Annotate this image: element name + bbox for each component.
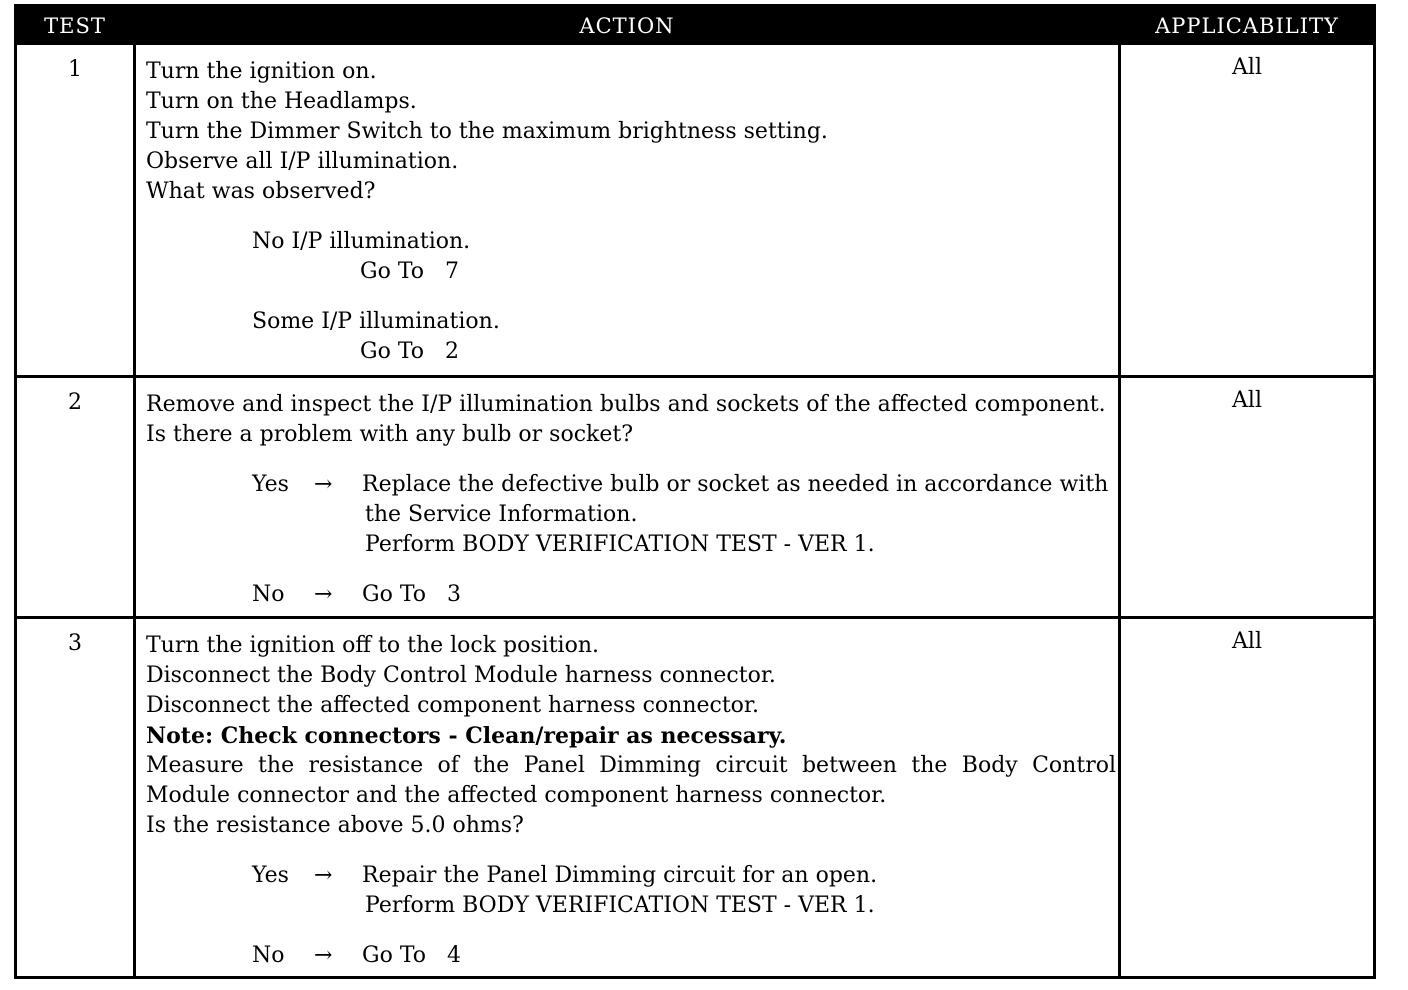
action-cell <box>133 378 1121 616</box>
option-label: No I/P illumination. <box>252 229 471 254</box>
no-label: No <box>252 582 285 607</box>
action-cell <box>133 45 1121 375</box>
action-line: Remove and inspect the I/P illumination bulbs and sockets of the affected component. <box>146 392 1106 417</box>
note-text: Note: Check connectors - Clean/repair as necessary. <box>146 723 787 749</box>
action-line: Disconnect the affected component harness connector. <box>146 693 760 718</box>
test-number: 1 <box>68 57 82 82</box>
yes-label: Yes <box>252 863 289 888</box>
table-row-test-2 <box>17 378 1373 616</box>
no-branch <box>252 941 1118 971</box>
header-applicability: APPLICABILITY <box>1155 14 1339 38</box>
action-line: What was observed? <box>146 179 376 204</box>
right-arrow-icon: → <box>314 582 333 607</box>
goto-step-2: Go To 2 <box>360 339 459 364</box>
action-line: Turn the ignition off to the lock position. <box>146 633 599 658</box>
yes-action-line: the Service Information. <box>365 502 638 527</box>
test-number: 3 <box>68 631 82 656</box>
action-line: Measure the resistance of the Panel Dimming circuit between the Body Control <box>146 753 1116 778</box>
header-action: ACTION <box>579 14 675 38</box>
action-line: Turn on the Headlamps. <box>146 89 417 114</box>
yes-label: Yes <box>252 472 289 497</box>
yes-action-line: Replace the defective bulb or socket as needed in accordance with <box>362 472 1109 497</box>
right-arrow-icon: → <box>314 863 333 888</box>
yes-branch <box>252 861 1118 891</box>
action-line: Disconnect the Body Control Module harness connector. <box>146 663 776 688</box>
yes-action-line: Repair the Panel Dimming circuit for an open. <box>362 863 878 888</box>
action-line: Observe all I/P illumination. <box>146 149 459 174</box>
goto-step-7: Go To 7 <box>360 259 459 284</box>
action-line: Module connector and the affected component harness connector. <box>146 783 887 808</box>
action-line: Turn the Dimmer Switch to the maximum brightness setting. <box>146 119 828 144</box>
table-header <box>17 7 1373 45</box>
table-row-test-3 <box>17 619 1373 976</box>
test-number: 2 <box>68 390 82 415</box>
table-row-test-1 <box>17 45 1373 375</box>
right-arrow-icon: → <box>314 943 333 968</box>
yes-action-line: Perform BODY VERIFICATION TEST - VER 1. <box>365 893 875 918</box>
action-line: Is the resistance above 5.0 ohms? <box>146 813 524 838</box>
action-line: Is there a problem with any bulb or socket? <box>146 422 634 447</box>
option-label: Some I/P illumination. <box>252 309 500 334</box>
action-line: Turn the ignition on. <box>146 59 377 84</box>
applicability-cell: All <box>1232 629 1262 654</box>
applicability-cell: All <box>1232 55 1262 80</box>
goto-step-4: Go To 4 <box>362 943 461 968</box>
diagnostic-test-table <box>14 4 1376 979</box>
yes-branch <box>252 470 1118 500</box>
action-cell <box>133 619 1121 976</box>
goto-step-3: Go To 3 <box>362 582 461 607</box>
applicability-cell: All <box>1232 388 1262 413</box>
right-arrow-icon: → <box>314 472 333 497</box>
no-branch <box>252 580 1118 610</box>
header-test: TEST <box>44 14 106 38</box>
no-label: No <box>252 943 285 968</box>
yes-action-line: Perform BODY VERIFICATION TEST - VER 1. <box>365 532 875 557</box>
